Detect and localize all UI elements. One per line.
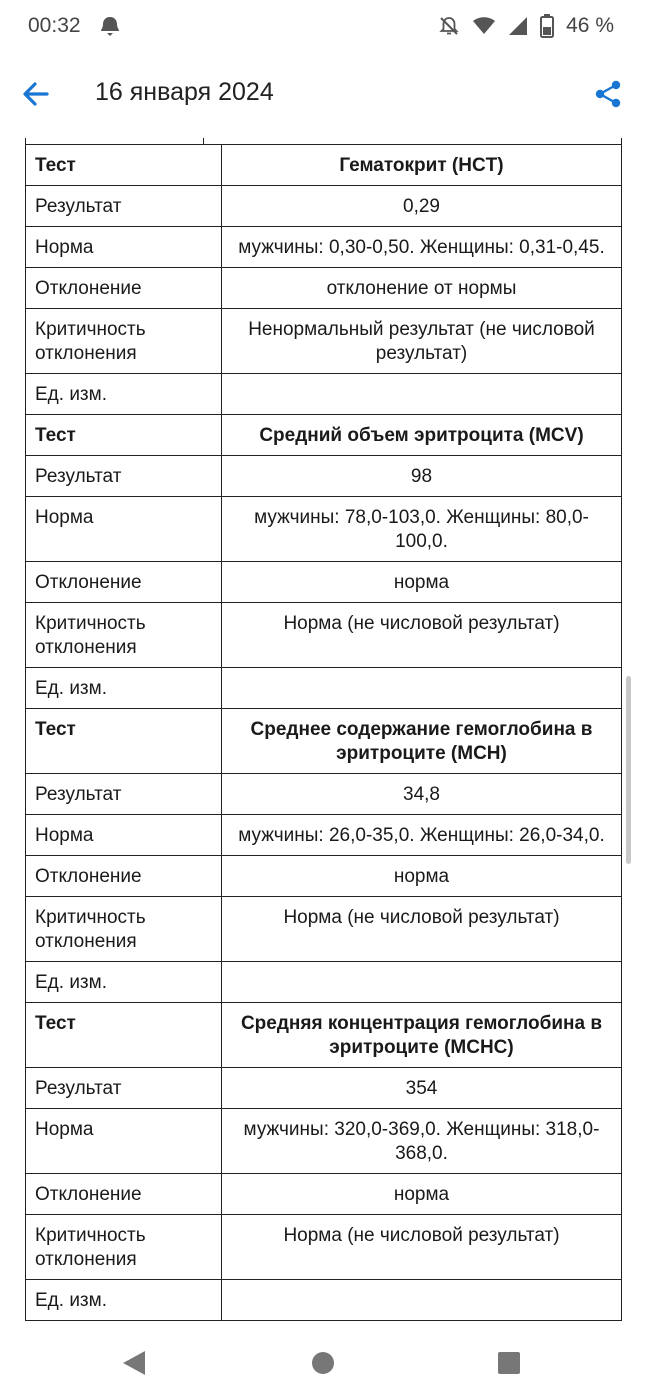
system-nav-bar (0, 1324, 646, 1400)
row-value: норма (222, 1174, 622, 1215)
row-label: Критичность отклонения (26, 897, 222, 962)
back-arrow-icon (21, 79, 51, 109)
nav-recents-button[interactable] (497, 1351, 521, 1380)
table-row (26, 186, 622, 227)
table-row (26, 456, 622, 497)
row-label: Тест (26, 415, 222, 456)
results-table (25, 144, 622, 1321)
table-row (26, 227, 622, 268)
table-row (26, 309, 622, 374)
row-value (222, 668, 622, 709)
row-value: мужчины: 320,0-369,0. Женщины: 318,0-368,0. (222, 1109, 622, 1174)
row-value: Среднее содержание гемоглобина в эритроците (MCH) (222, 709, 622, 774)
row-label: Тест (26, 709, 222, 774)
row-label: Отклонение (26, 268, 222, 309)
row-value: норма (222, 562, 622, 603)
table-row (26, 1068, 622, 1109)
row-value: Гематокрит (HCT) (222, 145, 622, 186)
nav-back-icon (121, 1350, 147, 1376)
test-header-row (26, 1003, 622, 1068)
mute-bell-icon (438, 15, 460, 37)
table-row (26, 668, 622, 709)
nav-home-button[interactable] (311, 1351, 335, 1380)
row-label: Норма (26, 497, 222, 562)
table-row (26, 1109, 622, 1174)
row-label: Норма (26, 815, 222, 856)
status-bar (0, 0, 646, 52)
row-value (222, 962, 622, 1003)
row-value: 0,29 (222, 186, 622, 227)
row-label: Результат (26, 186, 222, 227)
table-row (26, 1280, 622, 1321)
row-label: Отклонение (26, 856, 222, 897)
row-value: Средняя концентрация гемоглобина в эритроците (MCHC) (222, 1003, 622, 1068)
battery-icon (540, 14, 554, 38)
back-button[interactable] (18, 76, 54, 112)
row-label: Отклонение (26, 1174, 222, 1215)
row-label: Тест (26, 145, 222, 186)
row-value: 98 (222, 456, 622, 497)
row-value: норма (222, 856, 622, 897)
signal-icon (508, 16, 528, 36)
table-row (26, 268, 622, 309)
table-row (26, 603, 622, 668)
table-row (26, 374, 622, 415)
share-button[interactable] (590, 76, 626, 112)
row-value: Ненормальный результат (не числовой результат) (222, 309, 622, 374)
row-value: мужчины: 78,0-103,0. Женщины: 80,0-100,0. (222, 497, 622, 562)
app-bar (0, 52, 646, 138)
table-row (26, 497, 622, 562)
table-row (26, 774, 622, 815)
row-label: Результат (26, 456, 222, 497)
nav-back-button[interactable] (121, 1350, 147, 1381)
scrollbar[interactable] (626, 676, 631, 864)
table-row (26, 897, 622, 962)
row-label: Ед. изм. (26, 374, 222, 415)
row-value: 354 (222, 1068, 622, 1109)
row-label: Результат (26, 774, 222, 815)
wifi-icon (472, 15, 496, 37)
row-label: Ед. изм. (26, 668, 222, 709)
table-row (26, 1215, 622, 1280)
nav-recents-icon (497, 1351, 521, 1375)
row-value: мужчины: 0,30-0,50. Женщины: 0,31-0,45. (222, 227, 622, 268)
test-header-row (26, 145, 622, 186)
share-icon (593, 79, 623, 109)
results-scroll-area[interactable] (0, 138, 646, 1324)
row-label: Критичность отклонения (26, 1215, 222, 1280)
row-label: Ед. изм. (26, 962, 222, 1003)
table-row (26, 562, 622, 603)
row-value: 34,8 (222, 774, 622, 815)
row-label: Критичность отклонения (26, 309, 222, 374)
table-row (26, 962, 622, 1003)
row-value: Средний объем эритроцита (MCV) (222, 415, 622, 456)
table-row (26, 1174, 622, 1215)
row-label: Результат (26, 1068, 222, 1109)
row-value: Норма (не числовой результат) (222, 1215, 622, 1280)
row-value: Норма (не числовой результат) (222, 603, 622, 668)
nav-home-icon (311, 1351, 335, 1375)
row-label: Ед. изм. (26, 1280, 222, 1321)
row-value: мужчины: 26,0-35,0. Женщины: 26,0-34,0. (222, 815, 622, 856)
row-value: отклонение от нормы (222, 268, 622, 309)
row-label: Норма (26, 1109, 222, 1174)
test-header-row (26, 709, 622, 774)
row-label: Норма (26, 227, 222, 268)
status-time: 00:32 (28, 14, 81, 37)
row-label: Критичность отклонения (26, 603, 222, 668)
row-value: Норма (не числовой результат) (222, 897, 622, 962)
row-value (222, 374, 622, 415)
battery-percent: 46 % (566, 14, 614, 37)
row-label: Тест (26, 1003, 222, 1068)
test-header-row (26, 415, 622, 456)
page-title: 16 января 2024 (95, 78, 274, 106)
table-row (26, 856, 622, 897)
row-label: Отклонение (26, 562, 222, 603)
table-row (26, 815, 622, 856)
row-value (222, 1280, 622, 1321)
notification-icon (99, 15, 121, 37)
